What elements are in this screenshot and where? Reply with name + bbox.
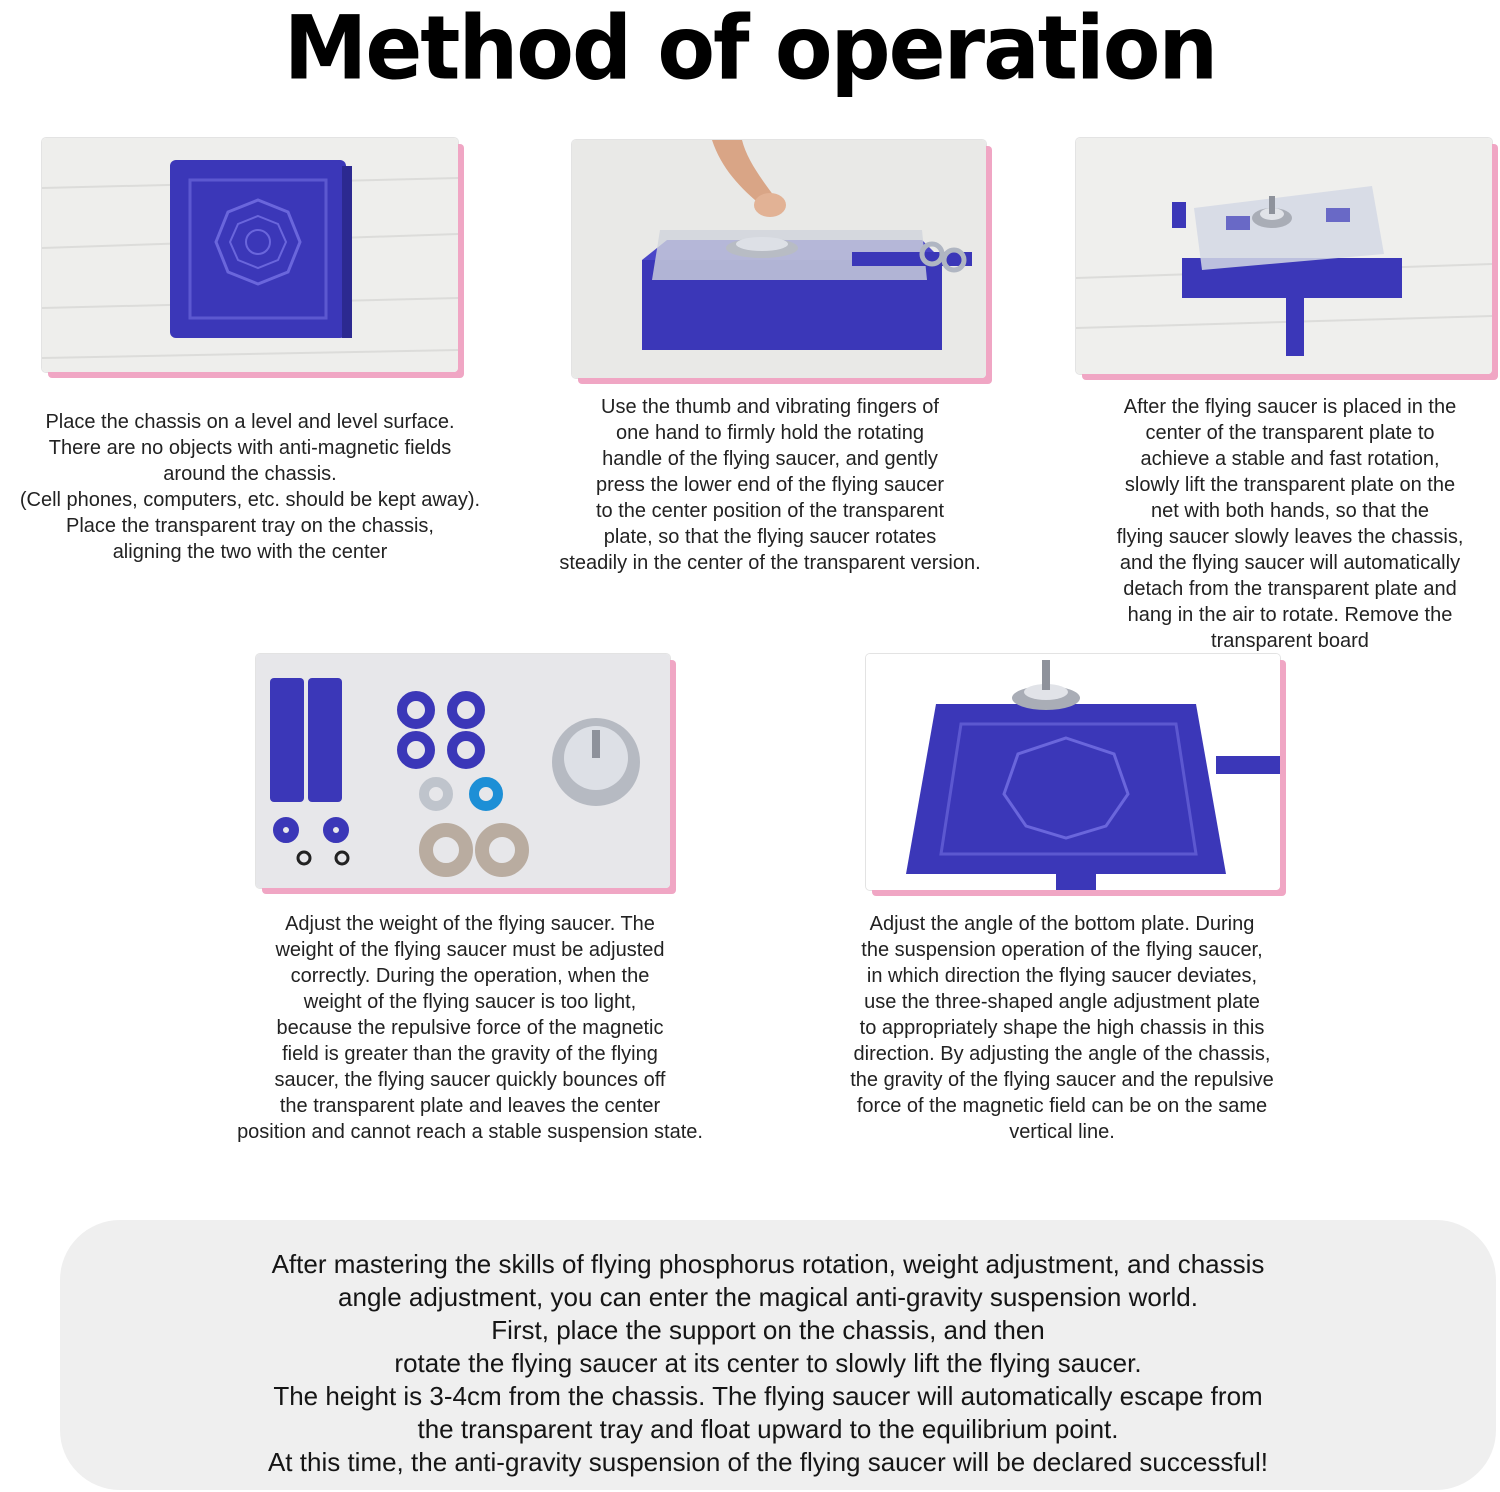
hand-spinning-saucer-image — [572, 140, 986, 378]
weight-adjustment-kit-image — [256, 654, 670, 888]
step-3-photo — [1076, 138, 1492, 374]
levitating-saucer-image — [866, 654, 1280, 890]
step-4-caption: Adjust the weight of the flying saucer. The weight of the flying saucer must be adjusted correctly. During the operation, when the weight of the flying saucer is too light, because the repulsive force of the magnetic field is greater than the gravity of the flying saucer, the flying saucer quickly bounces off the transparent plate and leaves the center position and cannot reach a stable suspension state. — [237, 913, 703, 1143]
step-3-caption: After the flying saucer is placed in the center of the transparent plate to achieve a stable and fast rotation, slowly lift the transparent plate on the net with both hands, so that the flying saucer slowly leaves the chassis, and the flying saucer will automatically detach from the transparent plate and hang in the air to rotate. Remove the transparent board — [1116, 396, 1464, 652]
step-4-photo — [256, 654, 670, 888]
step-1-caption: Place the chassis on a level and level surface. There are no objects with anti-magnetic fields around the chassis. (Cell phones, computers, etc. should be kept away). Place the transparent tray on the chassis, aligning the two with the center — [19, 411, 481, 563]
page-title: Method of operation — [283, 0, 1217, 100]
lifting-transparent-plate-image — [1076, 138, 1492, 374]
summary-text: After mastering the skills of flying phosphorus rotation, weight adjustment, and chassis angle adjustment, you can enter the magical anti-gravity suspension world. First, place the support on the chassis, and then rotate the flying saucer at its center to slowly lift the flying saucer. The height is 3-4cm from the chassis. The flying saucer will automatically escape from the transparent tray and float upward to the equilibrium point. At this time, the anti-gravity suspension of the flying saucer will be declared successful! — [267, 1249, 1269, 1477]
step-2-caption: Use the thumb and vibrating fingers of one hand to firmly hold the rotating handle of the flying saucer, and gently press the lower end of the flying saucer to the center position of the transparent plate, so that the flying saucer rotates steadily in the center of the transparent version. — [559, 396, 981, 574]
step-2-photo — [572, 140, 986, 378]
step-5-photo — [866, 654, 1280, 890]
step-5-caption: Adjust the angle of the bottom plate. During the suspension operation of the flying saucer, in which direction the flying saucer deviates, use the three-shaped angle adjustment plate to appropriately shape the high chassis in this direction. By adjusting the angle of the chassis, the gravity of the flying saucer and the repulsive force of the magnetic field can be on the same vertical line. — [850, 913, 1274, 1143]
chassis-top-view-image — [42, 138, 458, 372]
step-1-photo — [42, 138, 458, 372]
